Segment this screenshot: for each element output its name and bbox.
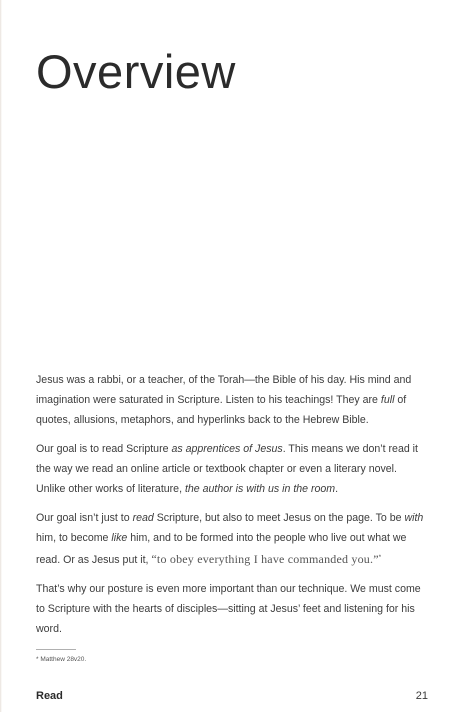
paragraph-1: Jesus was a rabbi, or a teacher, of the Torah—the Bible of his day. His mind and imagination were saturated in Scripture. Listen to his teachings! They are full of quotes, allusions, metaphors, and hyperlinks back to the Hebrew Bible. — [36, 374, 412, 426]
footer-section-label: Read — [36, 690, 63, 702]
footnote-rule — [36, 649, 76, 650]
paragraph-3: Our goal isn’t just to read Scripture, but also to meet Jesus on the page. To be with him, to become like him, and to be formed into the people who live out what we read. Or as Jesus put it, “to obey everything I have commanded you.”* — [36, 512, 424, 566]
body-text — [36, 370, 428, 648]
scripture-quote: “to obey everything I have commanded you.” — [151, 552, 379, 566]
footnote-marker: * — [378, 555, 382, 561]
paragraph-2: Our goal is to read Scripture as apprentices of Jesus. This means we don’t read it the way we read an online article or textbook chapter or even a literary novel. Unlike other works of literature, the author is with us in the room. — [36, 443, 418, 495]
page-edge — [0, 0, 2, 712]
footnote: * Matthew 28v20. — [36, 656, 87, 663]
page-number: 21 — [415, 690, 428, 702]
paragraph-4: That’s why our posture is even more important than our technique. We must come to Scripture with the hearts of disciples—sitting at Jesus’ feet and listening for his word. — [36, 583, 421, 635]
page-title: Overview — [36, 45, 236, 98]
